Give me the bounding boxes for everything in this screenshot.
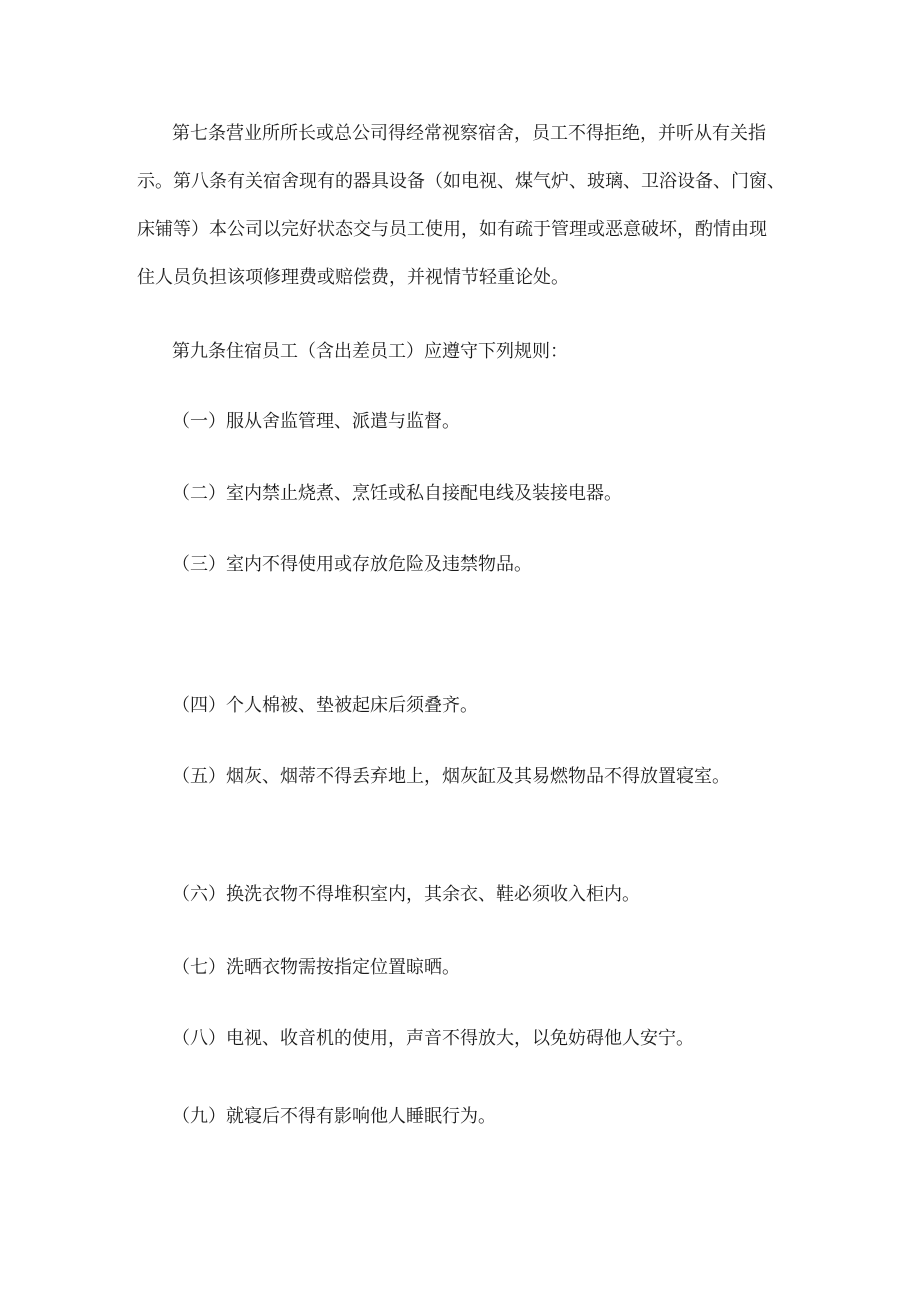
paragraph-line: 住人员负担该项修理费或赔偿费，并视情节轻重论处。 [137, 267, 569, 288]
list-item: （二）室内禁止烧煮、烹饪或私自接配电线及装接电器。 [172, 483, 622, 504]
paragraph-line: 示。第八条有关宿舍现有的器具设备（如电视、煤气炉、玻璃、卫浴设备、门窗、 [137, 171, 785, 192]
list-item: （四）个人棉被、垫被起床后须叠齐。 [172, 695, 478, 716]
list-item: （五）烟灰、烟蒂不得丢弃地上，烟灰缸及其易燃物品不得放置寝室。 [172, 766, 730, 787]
list-item: （一）服从舍监管理、派遣与监督。 [172, 411, 460, 432]
list-item: （八）电视、收音机的使用，声音不得放大，以免妨碍他人安宁。 [172, 1028, 694, 1049]
list-item: （三）室内不得使用或存放危险及违禁物品。 [172, 554, 532, 575]
list-item: （九）就寝后不得有影响他人睡眠行为。 [172, 1106, 496, 1127]
list-item: （六）换洗衣物不得堆积室内，其余衣、鞋必须收入柜内。 [172, 884, 640, 905]
paragraph-line: 床铺等）本公司以完好状态交与员工使用，如有疏于管理或恶意破坏，酌情由现 [137, 219, 767, 240]
paragraph-line: 第七条营业所所长或总公司得经常视察宿舍，员工不得拒绝，并听从有关指 [172, 123, 766, 144]
list-item: （七）洗晒衣物需按指定位置晾晒。 [172, 957, 460, 978]
article-9-heading: 第九条住宿员工（含出差员工）应遵守下列规则： [172, 341, 568, 362]
